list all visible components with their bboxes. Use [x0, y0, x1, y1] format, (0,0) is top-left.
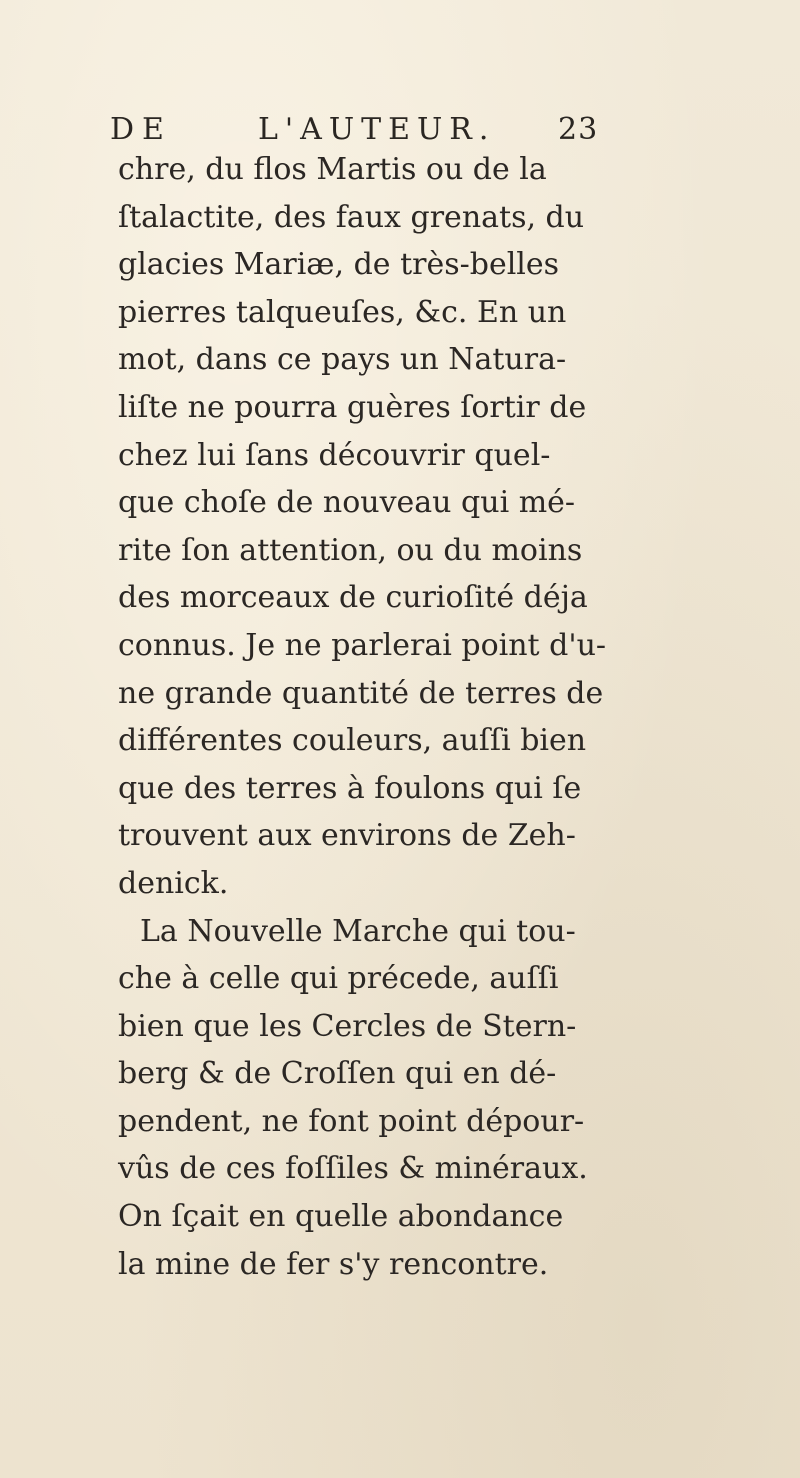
- text-line: ne grande quantité de terres de: [118, 675, 604, 711]
- text-line: liſte ne pourra guères ſortir de: [118, 389, 587, 425]
- text-line: che à celle qui précede, auſſi: [118, 961, 559, 997]
- running-head-title: L'AUTEUR.: [258, 112, 496, 147]
- text-line: des morceaux de curioſité déja: [118, 580, 588, 616]
- text-line: trouvent aux environs de Zeh-: [118, 818, 576, 854]
- text-line: denick.: [118, 865, 229, 901]
- text-line: la mine de fer s'y rencontre.: [118, 1246, 549, 1282]
- running-head-de: DE: [110, 112, 172, 147]
- page-number: 23: [558, 112, 599, 147]
- text-line: berg & de Croſſen qui en dé-: [118, 1056, 557, 1092]
- text-line: bien que les Cercles de Stern-: [118, 1008, 577, 1044]
- text-line: chre, du flos Martis ou de la: [118, 152, 547, 187]
- text-line: rite ſon attention, ou du moins: [118, 532, 583, 568]
- paragraph-first-line: La Nouvelle Marche qui tou-: [140, 913, 576, 949]
- text-line: On ſçait en quelle abondance: [118, 1199, 564, 1235]
- text-line: que choſe de nouveau qui mé-: [118, 485, 576, 521]
- text-line: pendent, ne font point dépour-: [118, 1103, 585, 1139]
- text-line: mot, dans ce pays un Natura-: [118, 342, 567, 378]
- text-line: pierres talqueuſes, &c. En un: [118, 294, 567, 330]
- text-line: ſtalactite, des faux grenats, du: [118, 199, 585, 235]
- body-text: [118, 146, 618, 1288]
- text-line: que des terres à foulons qui ſe: [118, 770, 582, 806]
- text-line: différentes couleurs, auſſi bien: [118, 723, 587, 759]
- text-line: connus. Je ne parlerai point d'u-: [118, 627, 607, 663]
- text-line: vûs de ces foſſiles & minéraux.: [118, 1151, 588, 1187]
- text-line: glacies Mariæ, de très-belles: [118, 247, 560, 283]
- text-line: chez lui ſans découvrir quel-: [118, 437, 551, 473]
